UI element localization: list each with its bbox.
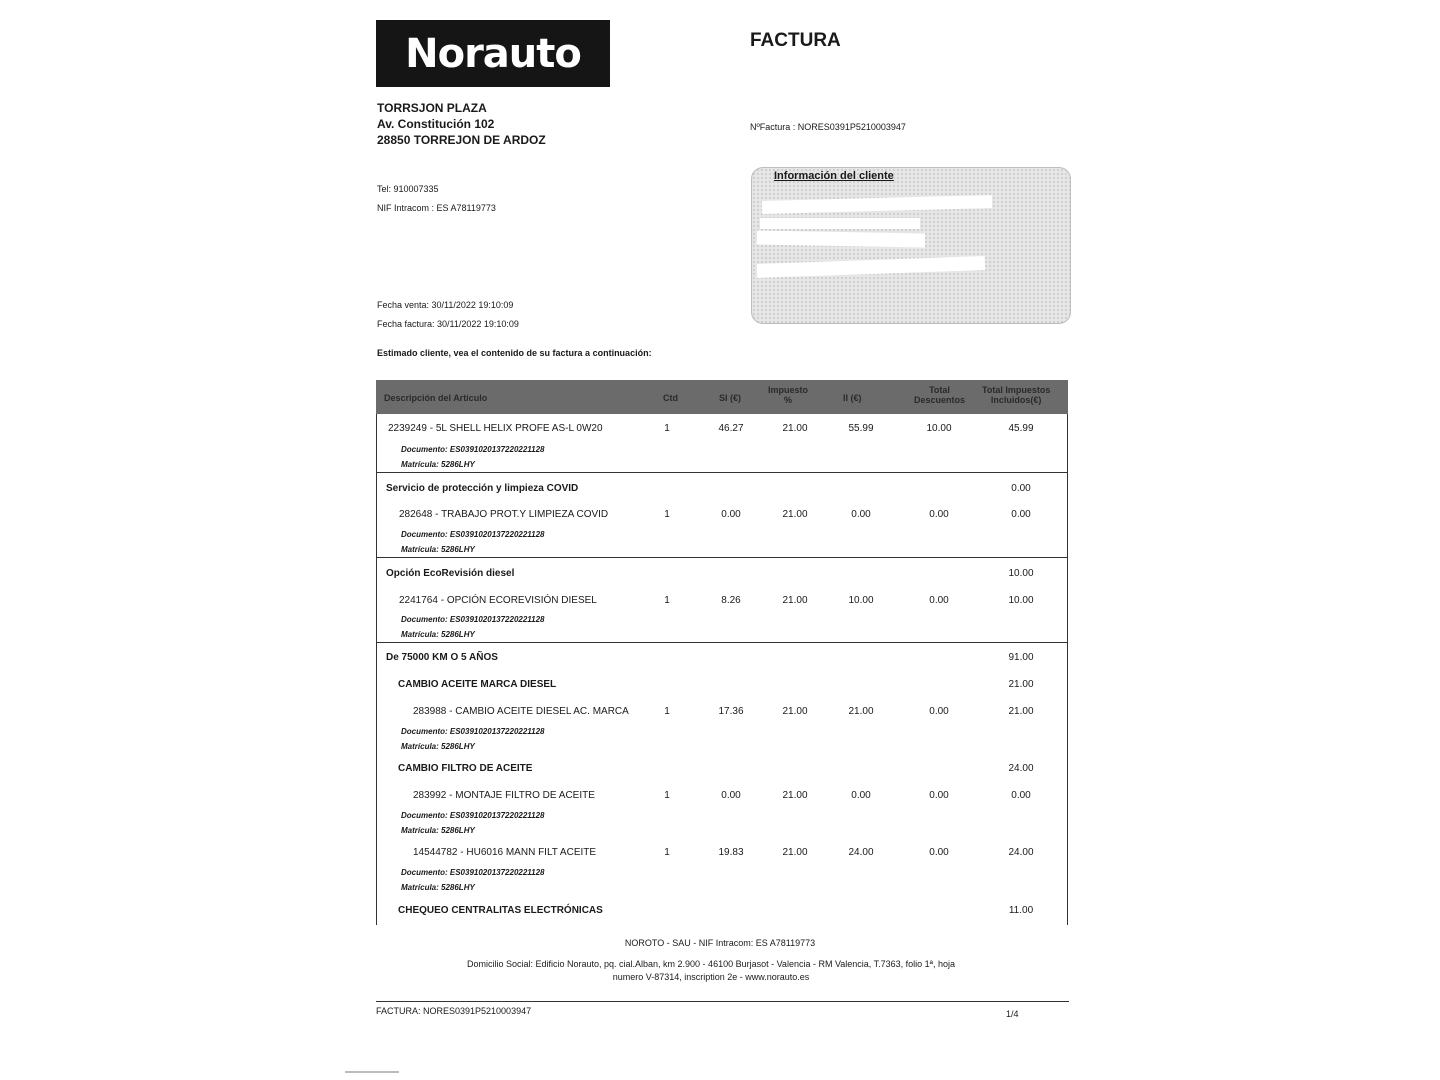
header-discount xyxy=(914,385,965,405)
item-document: Documento: ES0391020137220221128 xyxy=(401,727,545,736)
subsection-total: 11.00 xyxy=(1008,905,1034,916)
footer-address: Domicilio Social: Edificio Norauto, pq. cial.Alban, km 2.900 - 46100 Burjasot - Valencia - RM Valencia, T.7363, folio 1ª, hoja numero V-87314, inscription 2e - www.norauto.es xyxy=(466,959,956,982)
store-name: TORRSJON PLAZA xyxy=(377,101,487,115)
item-total: 0.00 xyxy=(1011,790,1031,801)
store-phone: Tel: 910007335 xyxy=(377,184,439,194)
item-si: 17.36 xyxy=(718,706,744,717)
store-vat: NIF Intracom : ES A78119773 xyxy=(377,203,496,213)
item-si: 19.83 xyxy=(718,847,744,858)
item-plate: Matrícula: 5286LHY xyxy=(401,883,475,892)
header-si: SI (€) xyxy=(719,393,742,403)
footer-divider xyxy=(376,1001,1069,1002)
item-document: Documento: ES0391020137220221128 xyxy=(401,445,545,454)
redaction-mark xyxy=(762,195,992,214)
item-description: 283992 - MONTAJE FILTRO DE ACEITE xyxy=(413,790,595,801)
item-discount: 0.00 xyxy=(929,847,949,858)
item-qty: 1 xyxy=(664,423,670,434)
sale-date: Fecha venta: 30/11/2022 19:10:09 xyxy=(377,300,514,310)
item-discount: 0.00 xyxy=(929,706,949,717)
item-description: 282648 - TRABAJO PROT.Y LIMPIEZA COVID xyxy=(399,509,609,520)
item-tax: 21.00 xyxy=(782,790,808,801)
section-title: Opción EcoRevisión diesel xyxy=(386,568,515,579)
item-si: 8.26 xyxy=(721,595,741,606)
item-discount: 0.00 xyxy=(929,790,949,801)
section-total: 91.00 xyxy=(1008,652,1034,663)
store-street: Av. Constitución 102 xyxy=(377,117,495,131)
item-document: Documento: ES0391020137220221128 xyxy=(401,615,545,624)
redaction-mark xyxy=(757,256,985,278)
item-qty: 1 xyxy=(664,790,670,801)
header-total-line1: Total Impuestos xyxy=(982,385,1051,395)
header-ii: II (€) xyxy=(843,393,862,403)
row-separator xyxy=(377,472,1067,473)
invoice-date: Fecha factura: 30/11/2022 19:10:09 xyxy=(377,319,519,329)
item-tax: 21.00 xyxy=(782,847,808,858)
item-description: 2239249 - 5L SHELL HELIX PROFE AS-L 0W20 xyxy=(388,423,603,434)
item-si: 0.00 xyxy=(721,509,741,520)
row-separator xyxy=(377,642,1067,643)
subsection-total: 21.00 xyxy=(1008,679,1034,690)
header-tax-line1: Impuesto xyxy=(768,385,809,395)
row-separator xyxy=(377,557,1067,558)
item-plate: Matrícula: 5286LHY xyxy=(401,545,475,554)
header-discount-line1: Total xyxy=(929,385,950,395)
header-tax-line2: % xyxy=(784,395,793,405)
store-city: 28850 TORREJON DE ARDOZ xyxy=(377,133,546,147)
item-discount: 10.00 xyxy=(926,423,952,434)
subsection-title: CAMBIO ACEITE MARCA DIESEL xyxy=(398,679,557,690)
subsection-title: CAMBIO FILTRO DE ACEITE xyxy=(398,763,533,774)
norauto-logo xyxy=(376,20,610,87)
footer-invoice-ref: FACTURA: NORES0391P5210003947 xyxy=(376,1006,532,1016)
item-description: 2241764 - OPCIÓN ECOREVISIÓN DIESEL xyxy=(399,595,597,606)
item-ii: 21.00 xyxy=(848,706,874,717)
section-total: 10.00 xyxy=(1008,568,1034,579)
item-si: 46.27 xyxy=(718,423,744,434)
table-header xyxy=(376,380,1068,414)
redaction-mark xyxy=(760,218,920,229)
section-title: Servicio de protección y limpieza COVID xyxy=(386,483,579,494)
item-plate: Matrícula: 5286LHY xyxy=(401,742,475,751)
item-total: 0.00 xyxy=(1011,509,1031,520)
item-tax: 21.00 xyxy=(782,509,808,520)
item-ii: 55.99 xyxy=(848,423,874,434)
invoice-number: NºFactura : NORES0391P5210003947 xyxy=(750,122,906,132)
item-plate: Matrícula: 5286LHY xyxy=(401,826,475,835)
invoice-table xyxy=(376,380,1068,925)
logo-text: Norauto xyxy=(405,30,581,77)
item-total: 45.99 xyxy=(1008,423,1034,434)
item-ii: 24.00 xyxy=(848,847,874,858)
document-title: FACTURA xyxy=(750,30,841,51)
greeting-text: Estimado cliente, vea el contenido de su factura a continuación: xyxy=(377,348,652,358)
header-total xyxy=(982,385,1050,405)
item-total: 10.00 xyxy=(1008,595,1034,606)
scan-artifact xyxy=(345,1071,399,1073)
item-qty: 1 xyxy=(664,847,670,858)
section-total: 0.00 xyxy=(1011,483,1031,494)
subsection-total: 24.00 xyxy=(1008,763,1034,774)
item-description: 14544782 - HU6016 MANN FILT ACEITE xyxy=(413,847,597,858)
client-info-title: Información del cliente xyxy=(774,170,894,182)
section-title: De 75000 KM O 5 AÑOS xyxy=(386,652,498,663)
item-ii: 0.00 xyxy=(851,509,871,520)
header-description: Descripción del Artículo xyxy=(384,393,488,403)
item-qty: 1 xyxy=(664,509,670,520)
item-document: Documento: ES0391020137220221128 xyxy=(401,811,545,820)
item-tax: 21.00 xyxy=(782,423,808,434)
subsection-title: CHEQUEO CENTRALITAS ELECTRÓNICAS xyxy=(398,905,603,916)
header-qty: Ctd xyxy=(663,393,678,403)
item-discount: 0.00 xyxy=(929,595,949,606)
item-document: Documento: ES0391020137220221128 xyxy=(401,868,545,877)
header-discount-line2: Descuentos xyxy=(914,395,966,405)
item-ii: 0.00 xyxy=(851,790,871,801)
item-total: 24.00 xyxy=(1008,847,1034,858)
item-si: 0.00 xyxy=(721,790,741,801)
redaction-mark xyxy=(757,231,925,248)
client-info-box xyxy=(751,167,1071,324)
item-plate: Matrícula: 5286LHY xyxy=(401,460,475,469)
store-address xyxy=(377,100,546,148)
item-discount: 0.00 xyxy=(929,509,949,520)
item-tax: 21.00 xyxy=(782,706,808,717)
item-tax: 21.00 xyxy=(782,595,808,606)
footer-company: NOROTO - SAU - NIF Intracom: ES A78119773 xyxy=(624,938,816,948)
item-description: 283988 - CAMBIO ACEITE DIESEL AC. MARCA xyxy=(413,706,629,717)
item-plate: Matrícula: 5286LHY xyxy=(401,630,475,639)
table-body xyxy=(376,414,1068,925)
header-total-line2: Incluidos(€) xyxy=(990,395,1042,405)
item-total: 21.00 xyxy=(1008,706,1034,717)
item-ii: 10.00 xyxy=(848,595,874,606)
item-qty: 1 xyxy=(664,706,670,717)
item-qty: 1 xyxy=(664,595,670,606)
item-document: Documento: ES0391020137220221128 xyxy=(401,530,545,539)
header-tax xyxy=(768,385,808,405)
page-number: 1/4 xyxy=(1006,1009,1019,1019)
